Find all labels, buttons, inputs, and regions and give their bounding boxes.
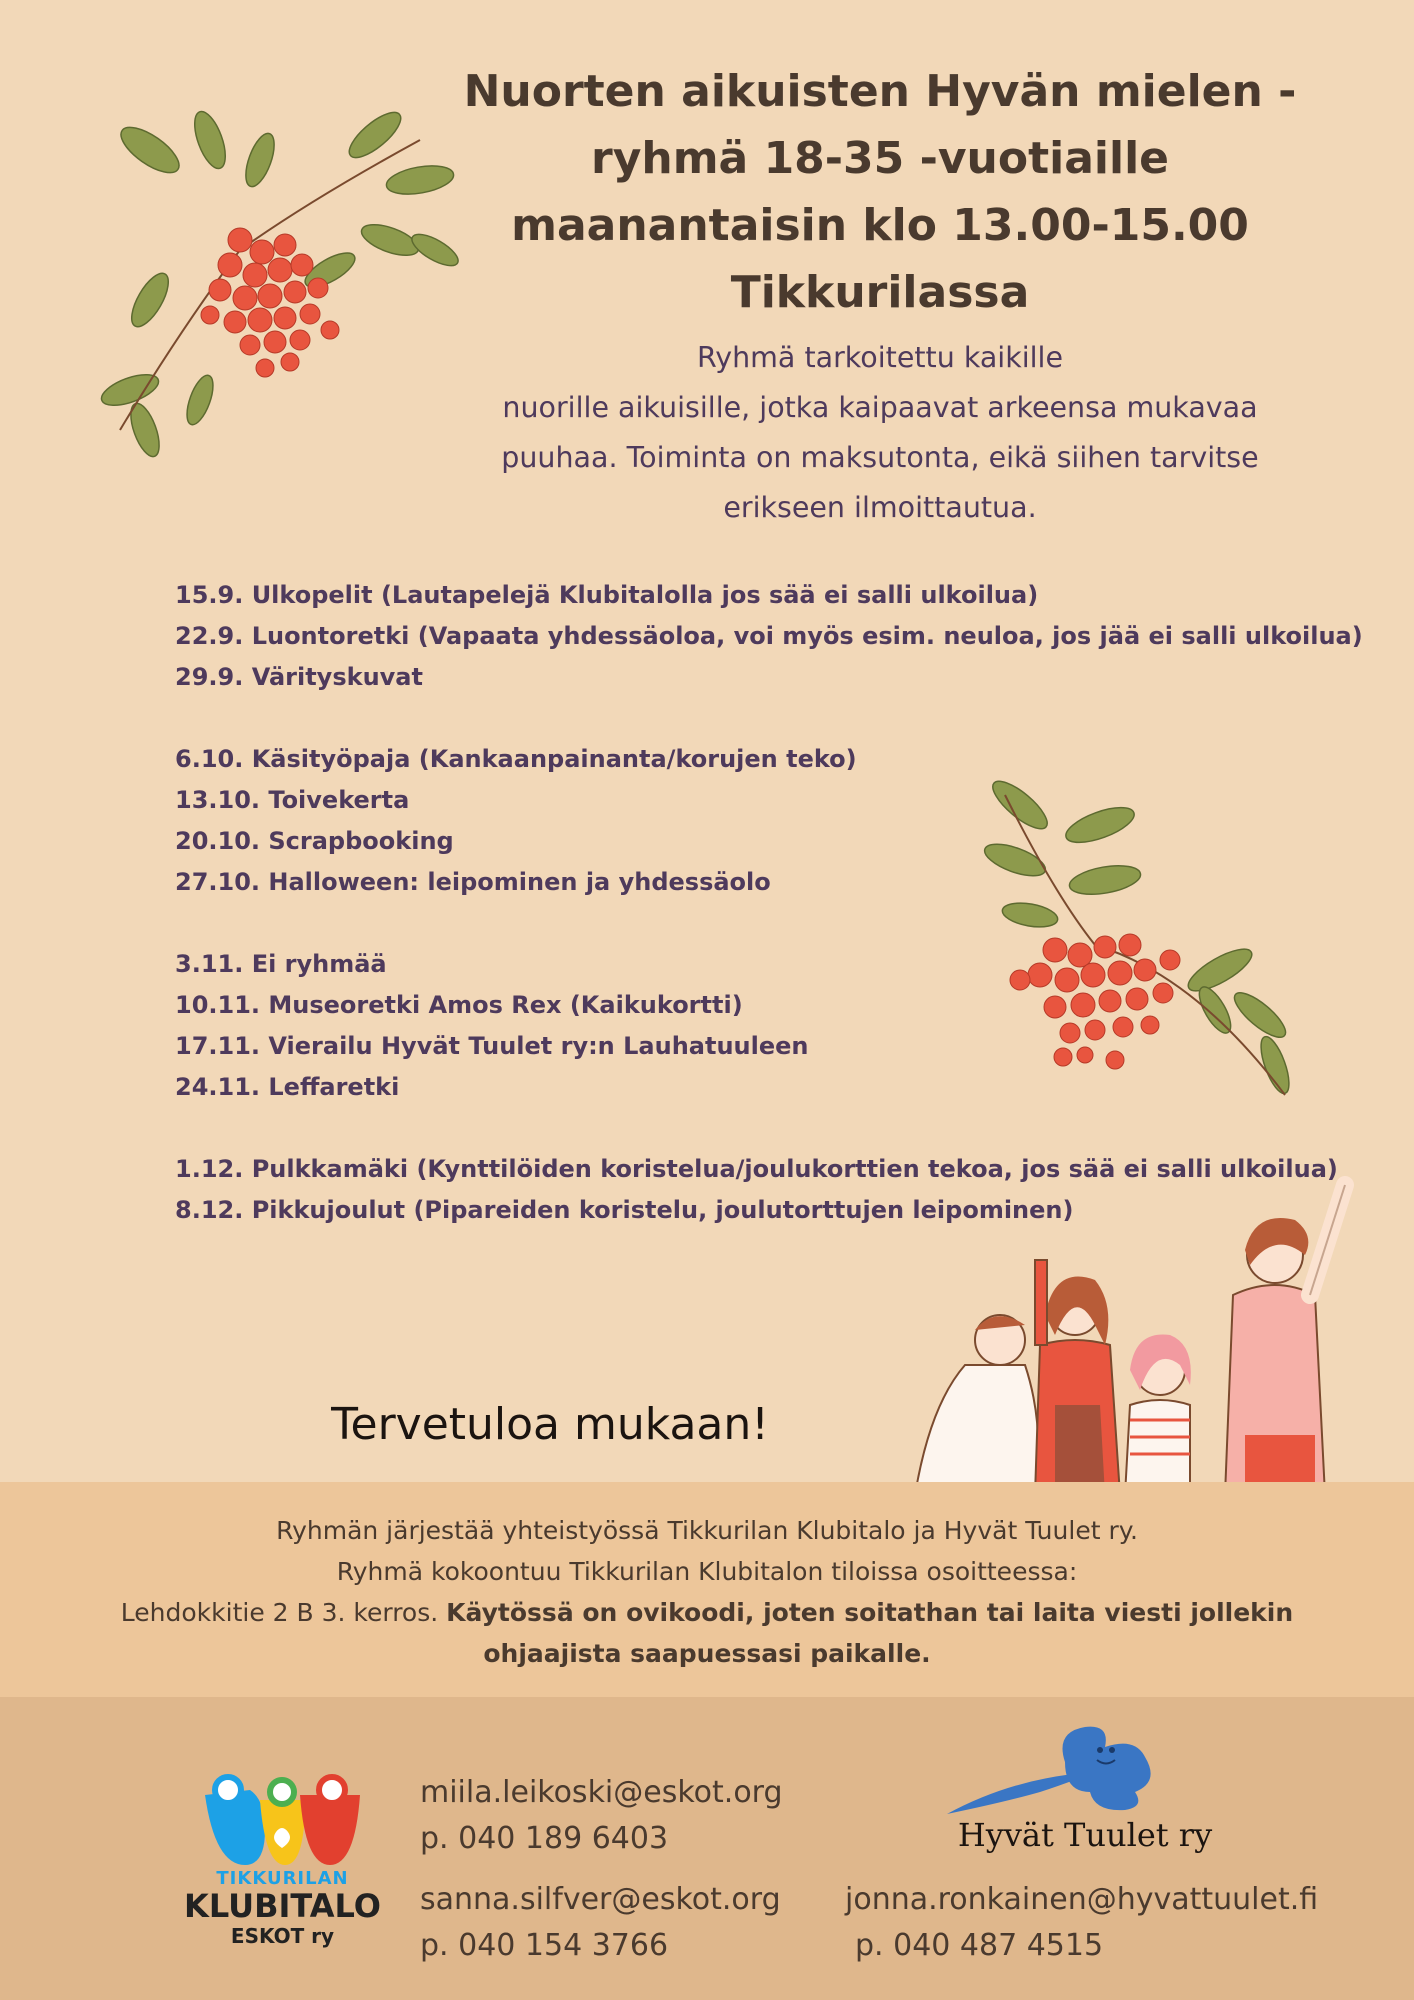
hyvat-tuulet-logo-name: Hyvät Tuulet ry [957, 1816, 1213, 1854]
address-text: Lehdokkitie 2 B 3. kerros. [120, 1598, 447, 1627]
info-line [0, 1633, 1414, 1674]
schedule-item: 1.12. Pulkkamäki (Kynttilöiden koristelua/joulukorttien tekoa, jos sää ei salli ulkoilua) [175, 1155, 1338, 1183]
schedule-item: 29.9. Värityskuvat [175, 663, 423, 691]
intro-line: Ryhmä tarkoitettu kaikille [696, 341, 1064, 374]
happy-people-illustration [915, 1175, 1365, 1495]
schedule-item: 15.9. Ulkopelit (Lautapelejä Klubitalolla jos sää ei salli ulkoilua) [175, 581, 1039, 609]
title-line: Tikkurilassa [730, 267, 1030, 318]
title-line: maanantaisin klo 13.00-15.00 [511, 200, 1249, 251]
info-text [0, 1510, 1414, 1674]
rowan-berries-illustration [90, 100, 480, 480]
schedule-item: 6.10. Käsityöpaja (Kankaanpainanta/korujen teko) [175, 745, 857, 773]
poster-title [455, 58, 1305, 326]
info-line: Ryhmän järjestää yhteistyössä Tikkurilan Klubitalo ja Hyvät Tuulet ry. [276, 1516, 1138, 1545]
door-code-note: ohjaajista saapuessasi paikalle. [483, 1639, 931, 1668]
intro-line: erikseen ilmoittautua. [723, 491, 1037, 524]
rowan-berries-illustration [945, 775, 1305, 1110]
klubitalo-logo-line1: TIKKURILAN [216, 1868, 349, 1889]
contact-phone[interactable]: p. 040 189 6403 [420, 1821, 669, 1856]
schedule-item: 13.10. Toivekerta [175, 786, 410, 814]
schedule-item: 22.9. Luontoretki (Vapaata yhdessäoloa, voi myös esim. neuloa, jos jää ei salli ulkoilua) [175, 622, 1363, 650]
info-line: Ryhmä kokoontuu Tikkurilan Klubitalon tiloissa osoitteessa: [336, 1557, 1078, 1586]
welcome-text: Tervetuloa mukaan! [331, 1399, 769, 1450]
intro-line: puuhaa. Toiminta on maksutonta, eikä siihen tarvitse [501, 441, 1259, 474]
contact-email[interactable]: jonna.ronkainen@hyvattuulet.fi [845, 1882, 1319, 1917]
contact-phone[interactable]: p. 040 487 4515 [855, 1928, 1104, 1963]
schedule-group-september [175, 575, 1363, 698]
klubitalo-logo-icon [190, 1770, 375, 1870]
schedule-item: 17.11. Vierailu Hyvät Tuulet ry:n Lauhatuuleen [175, 1032, 809, 1060]
hyvat-tuulet-logo-icon [945, 1722, 1175, 1817]
door-code-note: Käytössä on ovikoodi, joten soitathan tai laita viesti jollekin [446, 1598, 1294, 1627]
schedule-item: 3.11. Ei ryhmää [175, 950, 387, 978]
title-line: ryhmä 18-35 -vuotiaille [591, 133, 1169, 184]
title-line: Nuorten aikuisten Hyvän mielen - [463, 66, 1297, 117]
schedule-item: 20.10. Scrapbooking [175, 827, 454, 855]
contact-email[interactable]: sanna.silfver@eskot.org [420, 1882, 781, 1917]
contact-phone[interactable]: p. 040 154 3766 [420, 1928, 669, 1963]
klubitalo-logo-line2: KLUBITALO [184, 1887, 381, 1925]
schedule-item: 8.12. Pikkujoulut (Pipareiden koristelu, joulutorttujen leipominen) [175, 1196, 1074, 1224]
info-line [0, 1592, 1414, 1633]
klubitalo-logo-line3: ESKOT ry [230, 1924, 335, 1948]
schedule-item: 10.11. Museoretki Amos Rex (Kaikukortti) [175, 991, 743, 1019]
schedule-item: 24.11. Leffaretki [175, 1073, 400, 1101]
intro-line: nuorille aikuisille, jotka kaipaavat arkeensa mukavaa [502, 391, 1258, 424]
contact-email[interactable]: miila.leikoski@eskot.org [420, 1775, 783, 1810]
schedule-item: 27.10. Halloween: leipominen ja yhdessäolo [175, 868, 771, 896]
intro-text [455, 333, 1305, 533]
